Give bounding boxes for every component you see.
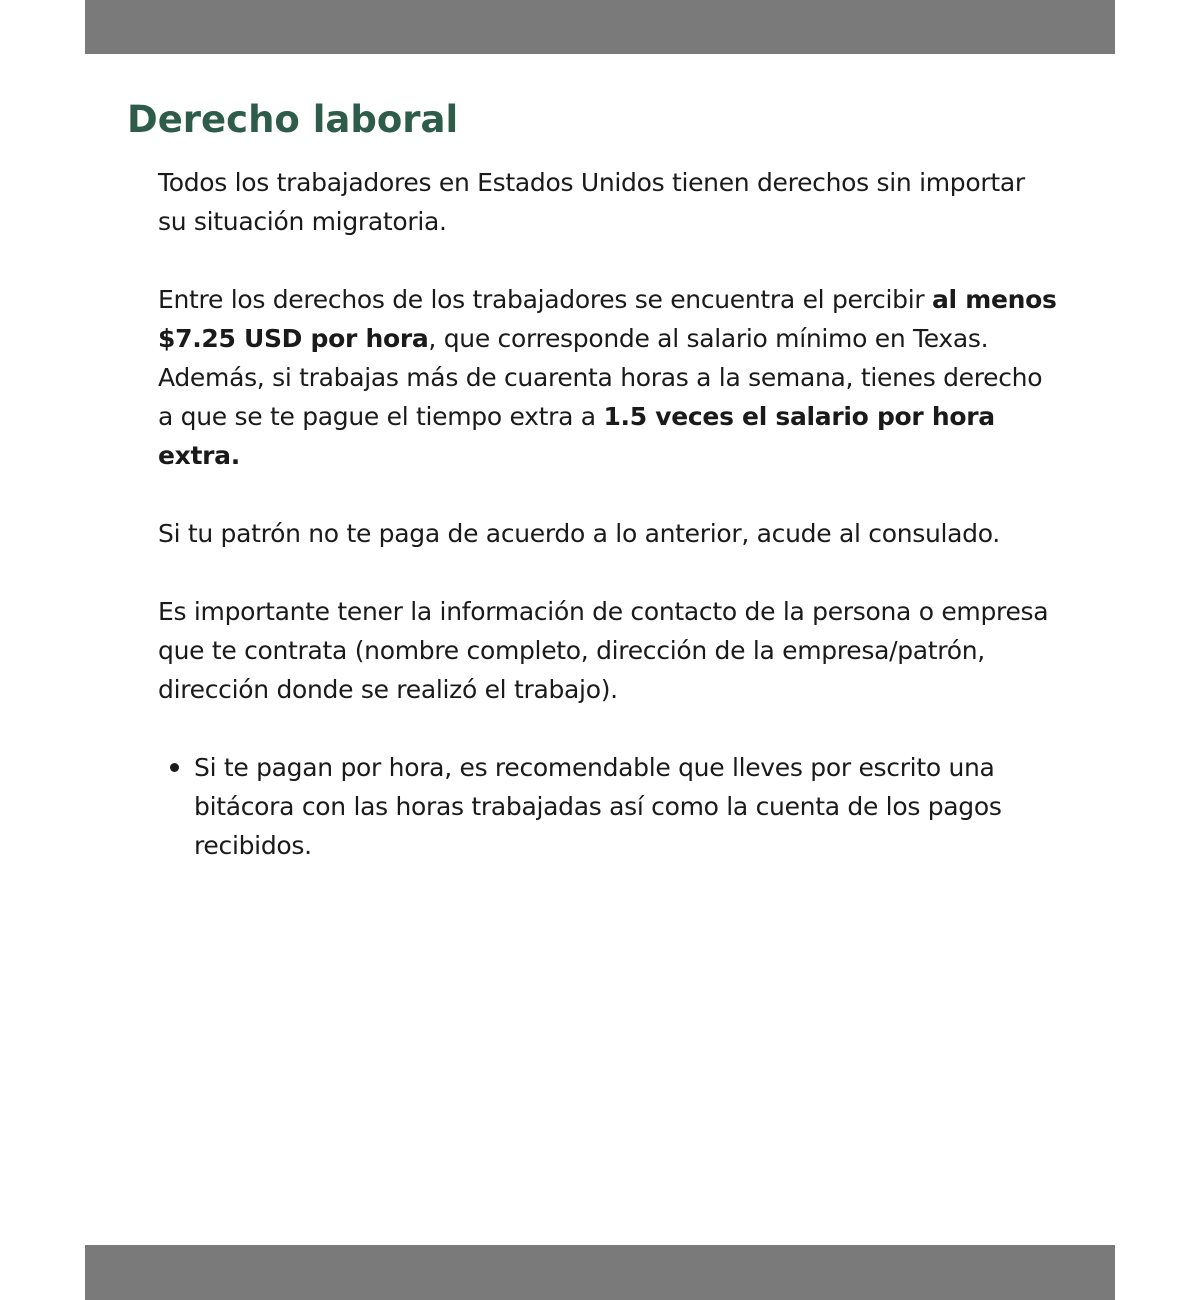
paragraph-spacer xyxy=(158,475,1058,514)
bottom-banner xyxy=(85,1245,1115,1300)
paragraph-spacer xyxy=(158,241,1058,280)
bullet-list xyxy=(158,748,1058,865)
minimum-wage-text-start: Entre los derechos de los trabajadores se encuentra el percibir xyxy=(158,285,932,314)
overtime-highlight: 1.5 veces el salario por hora extra. xyxy=(158,402,995,470)
document-body xyxy=(158,163,1058,865)
paragraph-spacer xyxy=(158,553,1058,592)
paragraph-consulate: Si tu patrón no te paga de acuerdo a lo anterior, acude al consulado. xyxy=(158,519,1000,548)
list-item-text: Si te pagan por hora, es recomendable que lleves por escrito una bitácora con las horas trabajadas así como la cuenta de los pagos recibidos. xyxy=(194,753,1002,860)
list-item xyxy=(194,748,1058,865)
minimum-wage-highlight: al menos $7.25 USD por hora xyxy=(158,285,1057,353)
paragraph-minimum-wage xyxy=(158,280,1058,358)
minimum-wage-text-end: , que corresponde al salario mínimo en Texas. xyxy=(428,324,989,353)
paragraph-spacer xyxy=(158,709,1058,748)
page-title: Derecho laboral xyxy=(127,98,459,141)
top-banner xyxy=(85,0,1115,54)
paragraph-rights-intro: Todos los trabajadores en Estados Unidos tienen derechos sin importar su situación migratoria. xyxy=(158,168,1025,236)
paragraph-contact-info: Es importante tener la información de contacto de la persona o empresa que te contrata (nombre completo, dirección de la empresa/patrón, dirección donde se realizó el trabajo). xyxy=(158,597,1049,704)
paragraph-overtime xyxy=(158,358,1058,475)
overtime-text: Además, si trabajas más de cuarenta horas a la semana, tienes derecho a que se te pague el tiempo extra a xyxy=(158,363,1043,431)
bullet-dot-icon xyxy=(170,763,179,772)
